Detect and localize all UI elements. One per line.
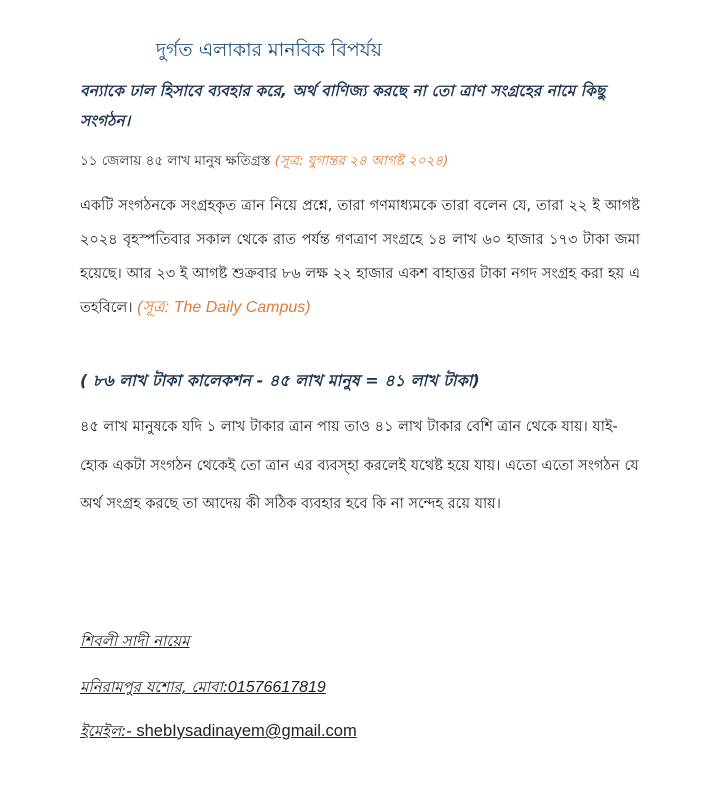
collection-source-citation: (সূত্র: The Daily Campus)	[137, 299, 311, 317]
document-subtitle: বন্যাকে ঢাল হিসাবে ব্যবহার করে, অর্থ বাণিজ্য করছে না তো ত্রাণ সংগ্রহের নামে কিছু সংগঠন।	[80, 82, 606, 130]
email-address: shebIysadinayem@gmail.com	[136, 722, 357, 740]
affected-info-line	[80, 150, 448, 173]
calculation-formula: ( ৮৬ লাখ টাকা কালেকশন - ৪৫ লাখ মানুষ = ৪১ লাখ টাকা)	[80, 371, 480, 390]
email-label: ইমেইল:-	[80, 722, 137, 740]
collection-paragraph-text: একটি সংগঠনকে সংগ্রহকৃত ত্রান নিয়ে প্রশ্নে, তারা গণমাধ্যমকে তারা বলেন যে, তারা ২২ ই আগষ্ট ২০২৪ বৃহস্পতিবার সকাল থেকে রাত পর্যন্ত গণত্রাণ সংগ্রহে ১৪ লাখ ৬০ হাজার ১৭৩ টাকা জমা হয়েছে। আর ২৩ ই আগষ্ট শুক্রবার ৮৬ লক্ষ ২২ হাজার একশ বাহাত্তর টাকা নগদ সংগ্রহ করা হয় এ তহবিলে।	[80, 198, 640, 317]
info-source-citation: (সূত্র: যুগান্তর ২৪ আগষ্ট ২০২৪)	[274, 153, 449, 169]
signature-email	[80, 720, 357, 745]
analysis-paragraph: ৪৫ লাখ মানুষকে যদি ১ লাখ টাকার ত্রান পায় তাও ৪১ লাখ টাকার বেশি ত্রান থেকে যায়। যাই-হোক একটা সংগঠন থেকেই তো ত্রান এর ব্যবস্হা করলেই যথেষ্ট হয়ে যায়। এতো এতো সংগঠন যে অর্থ সংগ্রহ করছে তা আদেয় কী সঠিক ব্যবহার হবে কি না সন্দেহ রয়ে যায়।	[80, 419, 639, 512]
affected-info-text: ১১ জেলায় ৪৫ লাখ মানুষ ক্ষতিগ্রস্ত	[80, 153, 271, 169]
signature-phone: 01576617819	[227, 679, 326, 696]
collection-paragraph	[80, 190, 640, 326]
document-title: দুর্গত এলাকার মানবিক বিপর্যয়	[156, 39, 382, 61]
signature-name: শিবলী সাদী নায়েম	[80, 632, 190, 650]
signature-address	[80, 676, 326, 701]
signature-address-text: মনিরামপুর যশোর, মোবা:	[80, 678, 228, 696]
